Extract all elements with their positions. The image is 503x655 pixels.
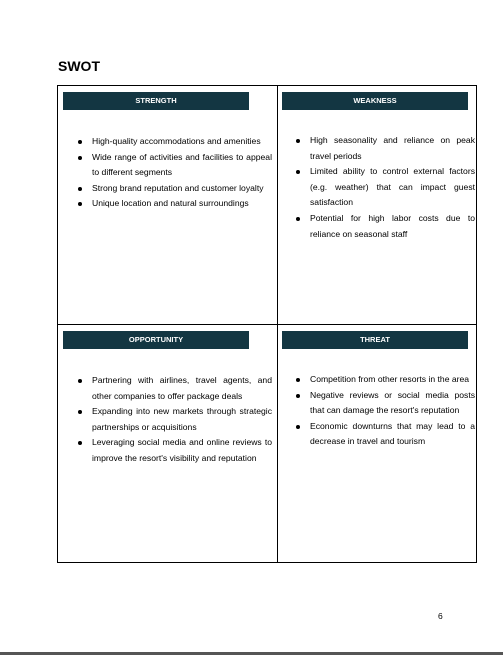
- strength-item-text: High-quality accommodations and amenities: [92, 136, 261, 146]
- bullet-icon: [78, 410, 82, 414]
- threat-item-text: Economic downturns that may lead to a decrease in travel and tourism: [310, 420, 475, 447]
- swot-grid: [57, 85, 477, 563]
- bullet-icon: [296, 139, 300, 143]
- threat-list: [295, 372, 475, 450]
- strength-heading: STRENGTH: [63, 92, 249, 110]
- opportunity-item: [77, 404, 272, 435]
- bullet-icon: [296, 394, 300, 398]
- threat-heading: THREAT: [282, 331, 468, 349]
- weakness-list: [295, 133, 475, 242]
- strength-item-text: Wide range of activities and facilities to appeal to different segments: [92, 151, 272, 178]
- weakness-item: [295, 211, 475, 242]
- page-title: SWOT: [58, 58, 100, 74]
- weakness-item-text: Limited ability to control external factors (e.g. weather) that can impact guest satisfaction: [310, 166, 475, 208]
- threat-item-text: Competition from other resorts in the area: [310, 374, 470, 384]
- opportunity-quadrant: [58, 325, 277, 562]
- strength-item-text: Strong brand reputation and customer loyalty: [92, 182, 264, 193]
- bullet-icon: [296, 378, 300, 382]
- opportunity-item: [77, 435, 272, 466]
- page-number: 6: [438, 611, 443, 621]
- opportunity-item: [77, 373, 272, 404]
- weakness-item-text: Potential for high labor costs due to reliance on seasonal staff: [310, 212, 475, 239]
- bullet-icon: [78, 379, 82, 383]
- bullet-icon: [78, 202, 82, 206]
- opportunity-heading: OPPORTUNITY: [63, 331, 249, 349]
- opportunity-item-text: Partnering with airlines, travel agents, and other companies to offer package deals: [92, 375, 272, 401]
- weakness-heading: WEAKNESS: [282, 92, 468, 110]
- weakness-quadrant: [278, 86, 476, 324]
- bullet-icon: [296, 170, 300, 174]
- strength-item: [77, 196, 272, 212]
- threat-quadrant: [278, 325, 476, 562]
- weakness-item-text: High seasonality and reliance on peak travel periods: [310, 135, 475, 161]
- threat-item: [295, 372, 475, 388]
- strength-item: [77, 150, 272, 181]
- bullet-icon: [296, 217, 300, 221]
- opportunity-item-text: Expanding into new markets through strategic partnerships or acquisitions: [92, 406, 272, 432]
- bullet-icon: [78, 156, 82, 160]
- bullet-icon: [78, 140, 82, 144]
- strength-list: [77, 134, 272, 212]
- strength-item-text: Unique location and natural surroundings: [92, 198, 249, 209]
- opportunity-list: [77, 373, 272, 467]
- strength-item: [77, 134, 272, 150]
- bullet-icon: [78, 441, 82, 445]
- threat-item: [295, 388, 475, 419]
- bullet-icon: [78, 187, 82, 191]
- opportunity-item-text: Leveraging social media and online reviews to improve the resort's visibility and reputation: [92, 437, 272, 463]
- bullet-icon: [296, 425, 300, 429]
- threat-item: [295, 419, 475, 450]
- threat-item-text: Negative reviews or social media posts that can damage the resort's reputation: [310, 389, 475, 416]
- weakness-item: [295, 133, 475, 164]
- weakness-item: [295, 164, 475, 211]
- strength-quadrant: [58, 86, 277, 324]
- strength-item: [77, 181, 272, 197]
